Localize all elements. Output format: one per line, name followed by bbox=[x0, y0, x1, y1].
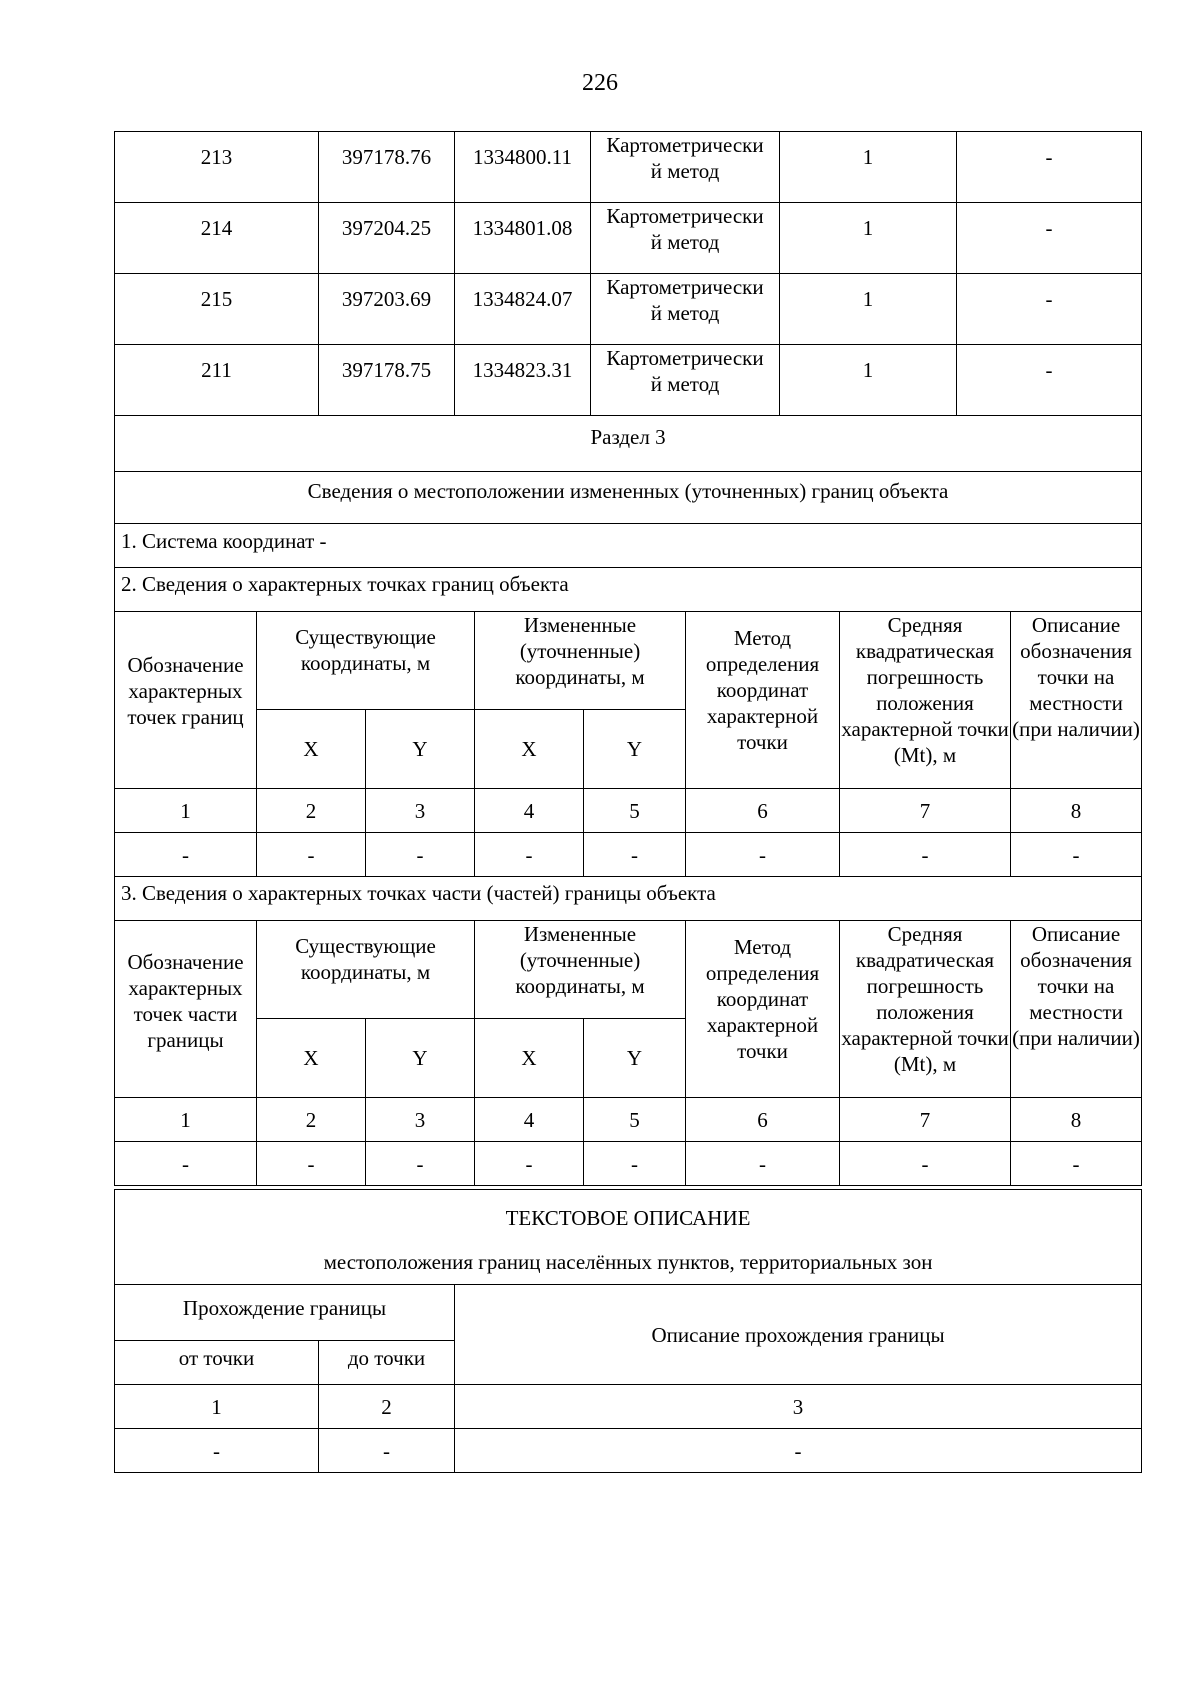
header-existing: Существующие координаты, м bbox=[257, 612, 475, 710]
header-y: Y bbox=[366, 710, 475, 789]
empty-cell: - bbox=[455, 1429, 1142, 1473]
empty-cell: - bbox=[115, 1429, 319, 1473]
header-from: от точки bbox=[115, 1341, 319, 1385]
header-method: Метод определения координат характерной точки bbox=[686, 612, 840, 789]
points-heading-row bbox=[115, 568, 1142, 612]
header-changed: Измененные (уточненные) координаты, м bbox=[475, 921, 686, 1019]
column-number: 7 bbox=[840, 1098, 1011, 1142]
method-line-2: й метод bbox=[650, 372, 720, 396]
column-number: 2 bbox=[257, 1098, 366, 1142]
section-3-table bbox=[114, 415, 1142, 1186]
table-row bbox=[115, 833, 1142, 877]
method-line-2: й метод bbox=[650, 159, 720, 183]
text-description-title-cell bbox=[115, 1190, 1142, 1285]
description: - bbox=[957, 203, 1142, 274]
empty-cell: - bbox=[686, 833, 840, 877]
column-number: 3 bbox=[366, 1098, 475, 1142]
column-number: 7 bbox=[840, 789, 1011, 833]
table-row bbox=[115, 1429, 1142, 1473]
text-description-table bbox=[114, 1189, 1142, 1473]
accuracy: 1 bbox=[780, 203, 957, 274]
coord-system-row bbox=[115, 524, 1142, 568]
table-row bbox=[115, 203, 1142, 274]
header-to: до точки bbox=[319, 1341, 455, 1385]
header-y: Y bbox=[366, 1019, 475, 1098]
empty-cell: - bbox=[366, 1142, 475, 1186]
accuracy: 1 bbox=[780, 345, 957, 416]
method-cell bbox=[591, 345, 780, 416]
header-accuracy: Средняя квадратическая погрешность положения характерной точки (Mt), м bbox=[840, 921, 1011, 1098]
header-passage: Прохождение границы bbox=[115, 1285, 455, 1341]
column-number: 2 bbox=[257, 789, 366, 833]
empty-cell: - bbox=[686, 1142, 840, 1186]
method-line-1: Картометрически bbox=[606, 204, 764, 228]
column-number: 3 bbox=[366, 789, 475, 833]
parts-heading: 3. Сведения о характерных точках части (частей) границы объекта bbox=[115, 877, 1142, 921]
method-cell bbox=[591, 203, 780, 274]
header-x: X bbox=[475, 710, 584, 789]
method-cell bbox=[591, 132, 780, 203]
column-number: 4 bbox=[475, 789, 584, 833]
column-numbers-row bbox=[115, 789, 1142, 833]
empty-cell: - bbox=[1011, 1142, 1142, 1186]
header-row bbox=[115, 921, 1142, 1019]
coord-system: 1. Система координат - bbox=[115, 524, 1142, 568]
coord-x: 397204.25 bbox=[319, 203, 455, 274]
text-description-title: ТЕКСТОВОЕ ОПИСАНИЕ bbox=[505, 1206, 751, 1230]
table-row bbox=[115, 132, 1142, 203]
description: - bbox=[957, 132, 1142, 203]
column-number: 3 bbox=[455, 1385, 1142, 1429]
empty-cell: - bbox=[319, 1429, 455, 1473]
header-description: Описание обозначения точки на местности (при наличии) bbox=[1011, 921, 1142, 1098]
empty-cell: - bbox=[475, 1142, 584, 1186]
empty-cell: - bbox=[366, 833, 475, 877]
coord-x: 397178.75 bbox=[319, 345, 455, 416]
coord-y: 1334823.31 bbox=[455, 345, 591, 416]
method-cell bbox=[591, 274, 780, 345]
empty-cell: - bbox=[257, 833, 366, 877]
point-number: 215 bbox=[115, 274, 319, 345]
column-number: 1 bbox=[115, 789, 257, 833]
table-row bbox=[115, 345, 1142, 416]
column-number: 5 bbox=[584, 789, 686, 833]
header-accuracy: Средняя квадратическая погрешность положения характерной точки (Mt), м bbox=[840, 612, 1011, 789]
section-subtitle: Сведения о местоположении измененных (уточненных) границ объекта bbox=[115, 472, 1142, 524]
column-number: 6 bbox=[686, 1098, 840, 1142]
header-x: X bbox=[257, 1019, 366, 1098]
column-number: 8 bbox=[1011, 1098, 1142, 1142]
empty-cell: - bbox=[257, 1142, 366, 1186]
section-title: Раздел 3 bbox=[115, 416, 1142, 472]
coord-y: 1334824.07 bbox=[455, 274, 591, 345]
empty-cell: - bbox=[115, 833, 257, 877]
point-number: 211 bbox=[115, 345, 319, 416]
header-row bbox=[115, 1285, 1142, 1341]
column-number: 6 bbox=[686, 789, 840, 833]
method-line-2: й метод bbox=[650, 301, 720, 325]
column-number: 1 bbox=[115, 1385, 319, 1429]
description: - bbox=[957, 345, 1142, 416]
empty-cell: - bbox=[1011, 833, 1142, 877]
header-existing: Существующие координаты, м bbox=[257, 921, 475, 1019]
coord-x: 397178.76 bbox=[319, 132, 455, 203]
empty-cell: - bbox=[840, 1142, 1011, 1186]
header-y: Y bbox=[584, 1019, 686, 1098]
coord-y: 1334800.11 bbox=[455, 132, 591, 203]
header-description: Описание обозначения точки на местности (при наличии) bbox=[1011, 612, 1142, 789]
coord-x: 397203.69 bbox=[319, 274, 455, 345]
column-number: 2 bbox=[319, 1385, 455, 1429]
header-description: Описание прохождения границы bbox=[455, 1285, 1142, 1385]
point-number: 213 bbox=[115, 132, 319, 203]
page-number: 226 bbox=[582, 70, 618, 96]
section-subtitle-row bbox=[115, 472, 1142, 524]
column-number: 1 bbox=[115, 1098, 257, 1142]
header-method: Метод определения координат характерной точки bbox=[686, 921, 840, 1098]
empty-cell: - bbox=[475, 833, 584, 877]
header-changed: Измененные (уточненные) координаты, м bbox=[475, 612, 686, 710]
method-line-1: Картометрически bbox=[606, 275, 764, 299]
method-line-2: й метод bbox=[650, 230, 720, 254]
text-description-subtitle: местоположения границ населённых пунктов, территориальных зон bbox=[323, 1250, 933, 1274]
coordinates-table-continuation bbox=[114, 131, 1142, 416]
column-numbers-row bbox=[115, 1098, 1142, 1142]
header-row bbox=[115, 612, 1142, 710]
description: - bbox=[957, 274, 1142, 345]
empty-cell: - bbox=[584, 833, 686, 877]
point-number: 214 bbox=[115, 203, 319, 274]
empty-cell: - bbox=[584, 1142, 686, 1186]
accuracy: 1 bbox=[780, 132, 957, 203]
column-number: 5 bbox=[584, 1098, 686, 1142]
header-x: X bbox=[257, 710, 366, 789]
column-number: 4 bbox=[475, 1098, 584, 1142]
method-line-1: Картометрически bbox=[606, 133, 764, 157]
header-y: Y bbox=[584, 710, 686, 789]
header-designation: Обозначение характерных точек границ bbox=[115, 612, 257, 789]
table-row bbox=[115, 274, 1142, 345]
column-number: 8 bbox=[1011, 789, 1142, 833]
empty-cell: - bbox=[840, 833, 1011, 877]
section-title-row bbox=[115, 416, 1142, 472]
empty-cell: - bbox=[115, 1142, 257, 1186]
table-row bbox=[115, 1142, 1142, 1186]
header-designation: Обозначение характерных точек части границы bbox=[115, 921, 257, 1098]
text-description-title-row bbox=[115, 1190, 1142, 1285]
column-numbers-row bbox=[115, 1385, 1142, 1429]
coord-y: 1334801.08 bbox=[455, 203, 591, 274]
method-line-1: Картометрически bbox=[606, 346, 764, 370]
header-x: X bbox=[475, 1019, 584, 1098]
parts-heading-row bbox=[115, 877, 1142, 921]
points-heading: 2. Сведения о характерных точках границ объекта bbox=[115, 568, 1142, 612]
accuracy: 1 bbox=[780, 274, 957, 345]
